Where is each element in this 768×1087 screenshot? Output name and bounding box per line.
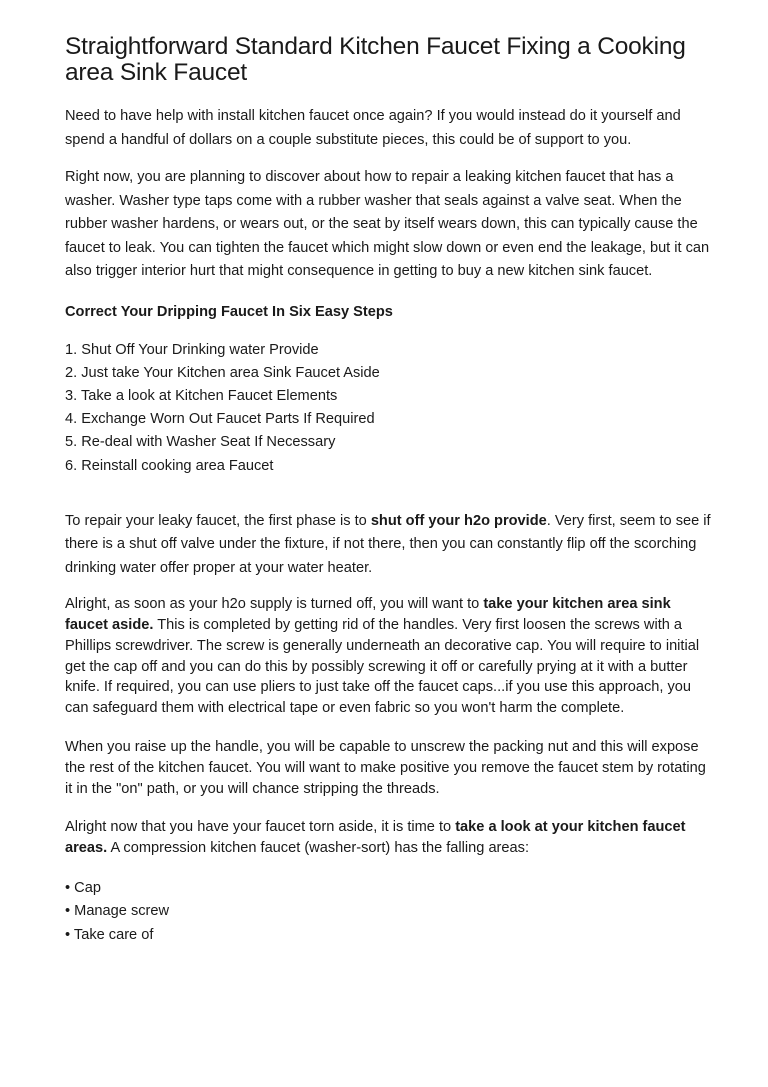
shut-off-text-after: . Very first, seem to see if there is a shut off valve under the fixture, if not there, then you can constantly flip off the scorching drinking water offer proper at your water heater. — [65, 512, 711, 576]
leak-explanation-paragraph: Right now, you are planning to discover about how to repair a leaking kitchen faucet that has a washer. Washer type taps come with a rubber washer that seals against a valve seat. When the rubber washer hardens, or wears out, or the seat by itself wears down, this can typically cause the faucet to leak. You can tighten the faucet which might slow down or even end the leakage, but it can also trigger interior hurt that might consequence in getting to buy a new kitchen sink faucet. — [65, 169, 710, 279]
disassembly-emphasis: take your kitchen area sink faucet aside. — [65, 596, 671, 634]
steps-list — [65, 339, 715, 478]
inspect-text-after: A compression kitchen faucet (washer-sort) has the falling areas: — [107, 840, 530, 857]
document-body — [65, 34, 715, 947]
bullet-item: • Manage screw — [65, 903, 170, 920]
shut-off-text-before: To repair your leaky faucet, the first phase is to — [65, 512, 371, 529]
step-item: 3. Take a look at Kitchen Faucet Elements — [65, 387, 338, 404]
intro-paragraph: Need to have help with install kitchen faucet once again? If you would instead do it yourself and spend a handful of dollars on a couple substitute pieces, this could be of support to you. — [65, 108, 681, 148]
step-item: 4. Exchange Worn Out Faucet Parts If Required — [65, 411, 375, 428]
step-item: 6. Reinstall cooking area Faucet — [65, 457, 274, 474]
step-item: 2. Just take Your Kitchen area Sink Faucet Aside — [65, 364, 380, 381]
packing-nut-paragraph: When you raise up the handle, you will be capable to unscrew the packing nut and this will expose the rest of the kitchen faucet. You will want to make positive you remove the faucet stem by rotating it in the "on" path, or you will chance stripping the threads. — [65, 739, 706, 797]
document-title: Straightforward Standard Kitchen Faucet Fixing a Cooking area Sink Faucet — [65, 33, 686, 86]
step-item: 1. Shut Off Your Drinking water Provide — [65, 341, 319, 358]
bullet-item: • Take care of — [65, 926, 154, 943]
steps-heading: Correct Your Dripping Faucet In Six Easy Steps — [65, 303, 393, 320]
inspect-emphasis: take a look at your kitchen faucet areas. — [65, 819, 686, 857]
step-item: 5. Re-deal with Washer Seat If Necessary — [65, 434, 336, 451]
parts-bullet-list — [65, 877, 715, 948]
shut-off-emphasis: shut off your h2o provide — [370, 512, 547, 529]
bullet-item: • Cap — [65, 879, 101, 896]
disassembly-text-before: Alright, as soon as your h2o supply is turned off, you will want to — [65, 596, 484, 613]
disassembly-text-after: This is completed by getting rid of the handles. Very first loosen the screws with a Phillips screwdriver. The screw is generally underneath an decorative cap. You will require to initial get the cap off and you can do this by possibly screwing it off or carefully prying at it with a butter knife. If required, you can use pliers to just take off the faucet caps...if you use this approach, you can safeguard them with electrical tape or even fabric so you won't harm the complete. — [65, 617, 700, 717]
inspect-text-before: Alright now that you have your faucet torn aside, it is time to — [65, 819, 456, 836]
disassembly-paragraph — [65, 594, 715, 719]
inspect-parts-paragraph — [65, 817, 715, 859]
shut-off-paragraph — [65, 510, 715, 581]
